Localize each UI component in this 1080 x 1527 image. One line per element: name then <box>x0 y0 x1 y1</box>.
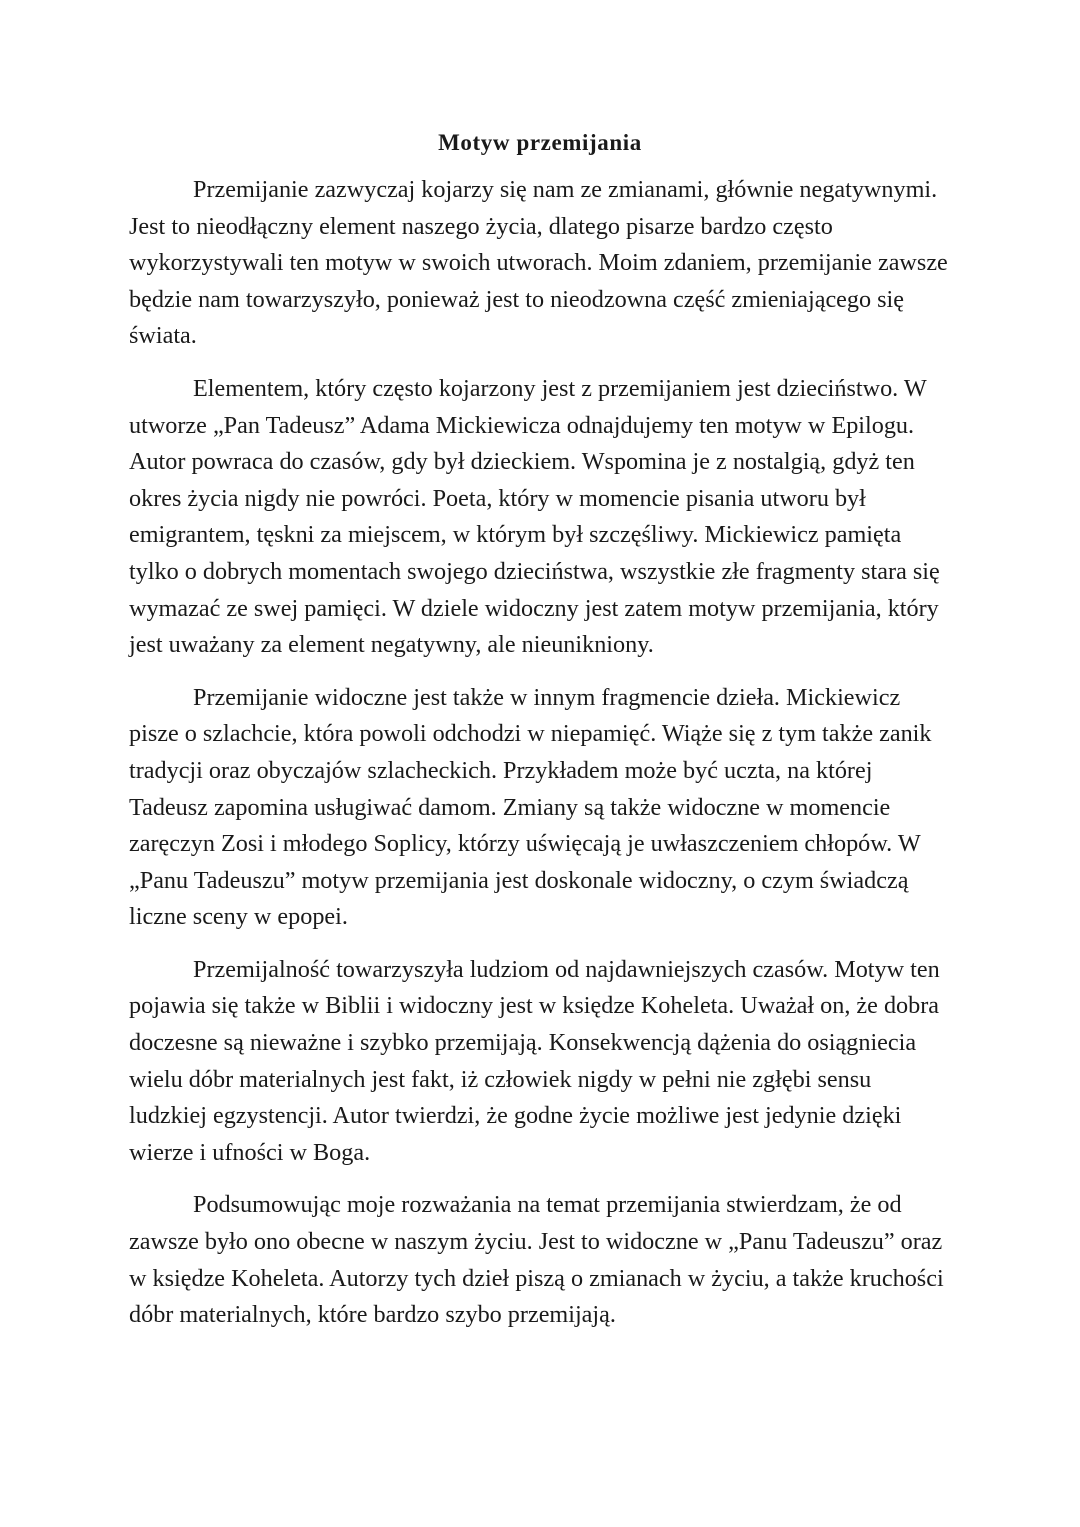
paragraph-koheleth: Przemijalność towarzyszyła ludziom od najdawniejszych czasów. Motyw ten pojawia się także w Biblii i widoczny jest w księdze Koheleta. Uważał on, że dobra doczesne są nieważne i szybko przemijają. Konsekwencją dążenia do osiągniecia wielu dóbr materialnych jest fakt, iż człowiek nigdy w pełni nie zgłębi sensu ludzkiej egzystencji. Autor twierdzi, że godne życie możliwe jest jedynie dzięki wierze i ufności w Boga. <box>129 955 940 1166</box>
paragraph-childhood: Elementem, który często kojarzony jest z przemijaniem jest dzieciństwo. W utworze „Pan Tadeusz” Adama Mickiewicza odnajdujemy ten motyw w Epilogu. Autor powraca do czasów, gdy był dzieckiem. Wspomina je z nostalgią, gdyż ten okres życia nigdy nie powróci. Poeta, który w momencie pisania utworu był emigrantem, tęskni za miejscem, w którym był szczęśliwy. Mickiewicz pamięta tylko o dobrych momentach swojego dzieciństwa, wszystkie złe fragmenty stara się wymazać ze swej pamięci. W dziele widoczny jest zatem motyw przemijania, który jest uważany za element negatywny, ale nieunikniony. <box>129 374 940 659</box>
paragraph-nobility: Przemijanie widoczne jest także w innym fragmencie dzieła. Mickiewicz pisze o szlachcie, która powoli odchodzi w niepamięć. Wiąże się z tym także zanik tradycji oraz obyczajów szlacheckich. Przykładem może być uczta, na której Tadeusz zapomina usługiwać damom. Zmiany są także widoczne w momencie zaręczyn Zosi i młodego Soplicy, którzy uświęcają je uwłaszczeniem chłopów. W „Panu Tadeuszu” motyw przemijania jest doskonale widoczny, o czym świadczą liczne sceny w epopei. <box>129 683 932 931</box>
paragraph-intro: Przemijanie zazwyczaj kojarzy się nam ze zmianami, głównie negatywnymi. Jest to nieodłączny element naszego życia, dlatego pisarze bardzo często wykorzystywali ten motyw w swoich utworach. Moim zdaniem, przemijanie zawsze będzie nam towarzyszyło, ponieważ jest to nieodzowna część zmieniającego się świata. <box>129 176 948 350</box>
document-body <box>129 172 951 1350</box>
document-title: Motyw przemijania <box>438 130 642 155</box>
paragraph-conclusion: Podsumowując moje rozważania na temat przemijania stwierdzam, że od zawsze było ono obecne w naszym życiu. Jest to widoczne w „Panu Tadeuszu” oraz w księdze Koheleta. Autorzy tych dzieł piszą o zmianach w życiu, a także kruchości dóbr materialnych, które bardzo szybo przemijają. <box>129 1191 944 1329</box>
